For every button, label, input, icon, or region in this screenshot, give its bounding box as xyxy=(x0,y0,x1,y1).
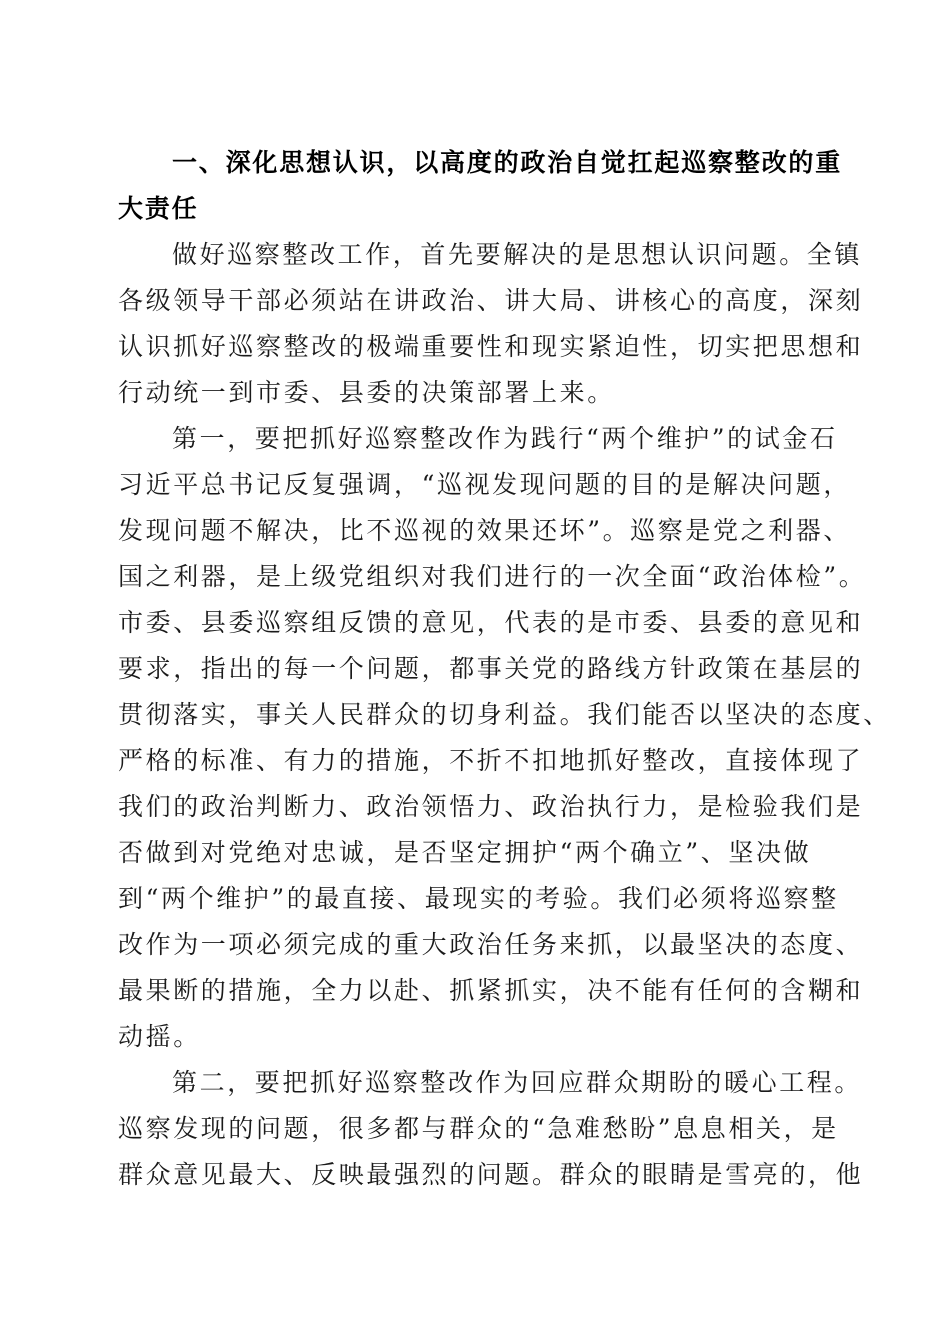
paragraph-3-line-1: 第二，要把抓好巡察整改作为回应群众期盼的暖心工程。 xyxy=(172,1068,863,1097)
paragraph-2-line-11: 到“两个维护”的最直接、最现实的考验。我们必须将巡察整 xyxy=(118,884,839,913)
section-heading-line-2: 大责任 xyxy=(118,194,199,223)
paragraph-2-line-3: 发现问题不解决，比不巡视的效果还坏”。巡察是党之利器、 xyxy=(118,516,851,545)
paragraph-2-line-14: 动摇。 xyxy=(118,1022,201,1051)
paragraph-2-line-9: 我们的政治判断力、政治领悟力、政治执行力，是检验我们是 xyxy=(118,792,864,821)
paragraph-2-line-1: 第一，要把抓好巡察整改作为践行“两个维护”的试金石 xyxy=(172,424,838,453)
paragraph-2-line-8: 严格的标准、有力的措施，不折不扣地抓好整改，直接体现了 xyxy=(118,746,864,775)
paragraph-2-line-7: 贯彻落实，事关人民群众的切身利益。我们能否以坚决的态度、 xyxy=(118,700,891,729)
paragraph-3-line-3: 群众意见最大、反映最强烈的问题。群众的眼睛是雪亮的，他 xyxy=(118,1160,864,1189)
paragraph-2-line-12: 改作为一项必须完成的重大政治任务来抓，以最坚决的态度、 xyxy=(118,930,864,959)
paragraph-2-line-2: 习近平总书记反复强调，“巡视发现问题的目的是解决问题， xyxy=(118,470,851,499)
paragraph-1-line-3: 认识抓好巡察整改的极端重要性和现实紧迫性，切实把思想和 xyxy=(118,332,864,361)
paragraph-2-line-4: 国之利器，是上级党组织对我们进行的一次全面“政治体检”。 xyxy=(118,562,867,591)
paragraph-2-line-5: 市委、县委巡察组反馈的意见，代表的是市委、县委的意见和 xyxy=(118,608,864,637)
paragraph-1-line-2: 各级领导干部必须站在讲政治、讲大局、讲核心的高度，深刻 xyxy=(118,286,864,315)
paragraph-2-line-6: 要求，指出的每一个问题，都事关党的路线方针政策在基层的 xyxy=(118,654,864,683)
paragraph-2-line-10: 否做到对党绝对忠诚，是否坚定拥护“两个确立”、坚决做 xyxy=(118,838,812,867)
section-heading-line-1: 一、深化思想认识，以高度的政治自觉扛起巡察整改的重 xyxy=(172,148,843,177)
paragraph-2-line-13: 最果断的措施，全力以赴、抓紧抓实，决不能有任何的含糊和 xyxy=(118,976,864,1005)
paragraph-1-line-1: 做好巡察整改工作，首先要解决的是思想认识问题。全镇 xyxy=(172,240,863,269)
paragraph-1-line-4: 行动统一到市委、县委的决策部署上来。 xyxy=(118,378,615,407)
paragraph-3-line-2: 巡察发现的问题，很多都与群众的“急难愁盼”息息相关，是 xyxy=(118,1114,839,1143)
